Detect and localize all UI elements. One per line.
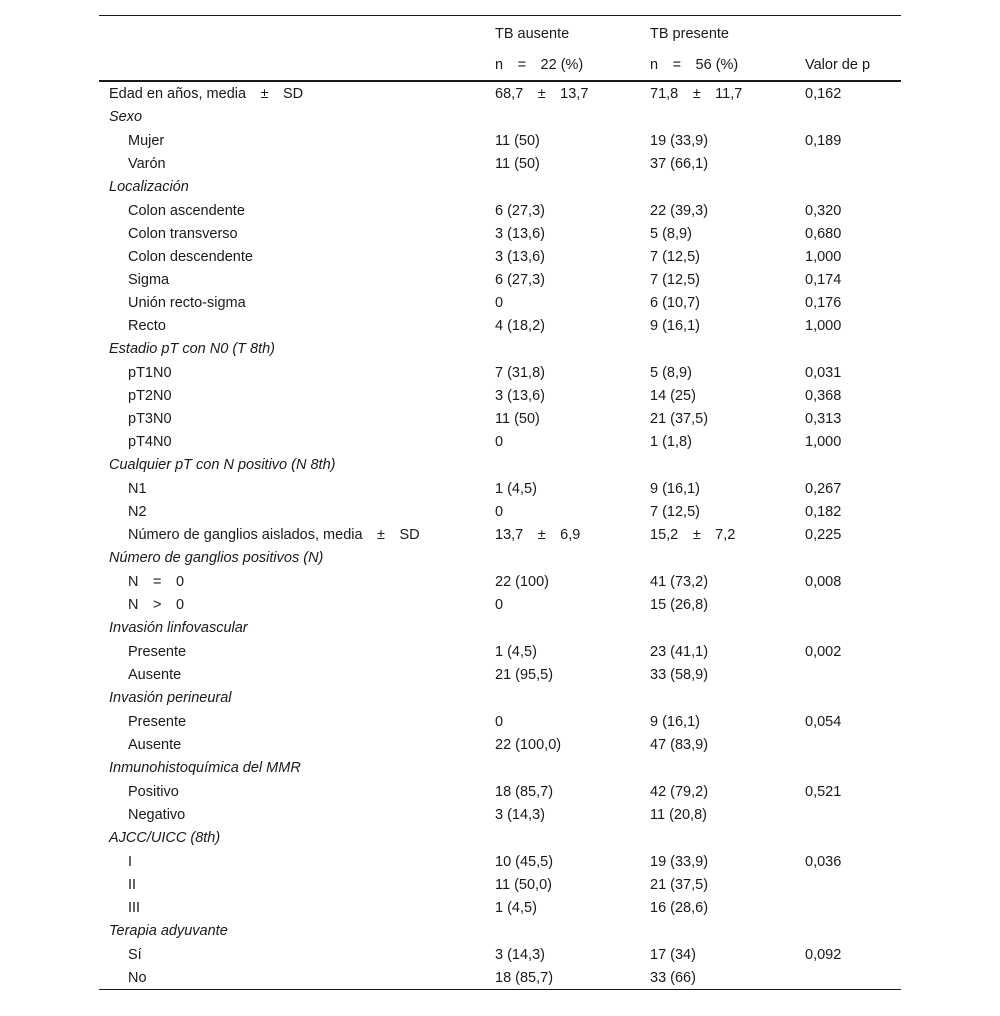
table-row <box>99 129 901 152</box>
cell-tb-present: 71,8 ± 11,7 <box>650 85 743 102</box>
header-row-titles <box>99 16 901 50</box>
results-table-container <box>99 15 901 990</box>
group-label: Cualquier pT con N positivo (N 8th) <box>109 457 336 473</box>
row-label: N2 <box>128 503 147 520</box>
table-row <box>99 873 901 896</box>
row-label: II <box>128 876 137 893</box>
row-label: Ausente <box>128 666 182 683</box>
header-tb-present: TB presente <box>650 16 805 50</box>
table-row <box>99 245 901 268</box>
cell-tb-absent: 13,7 ± 6,9 <box>495 526 581 543</box>
header-tb-absent: TB ausente <box>495 16 650 50</box>
table-row <box>99 640 901 663</box>
group-label: Inmunohistoquímica del MMR <box>109 760 301 776</box>
table-row <box>99 896 901 919</box>
cell-tb-absent: 11 (50,0) <box>495 876 552 893</box>
cell-tb-absent: 4 (18,2) <box>495 317 545 334</box>
cell-tb-present: 11 (20,8) <box>650 806 707 823</box>
row-label: III <box>128 899 141 916</box>
table-group-row <box>99 756 901 780</box>
cell-tb-present: 21 (37,5) <box>650 410 709 427</box>
cell-tb-present <box>650 616 805 640</box>
table-row <box>99 199 901 222</box>
cell-tb-absent <box>495 756 650 780</box>
cell-tb-present: 14 (25) <box>650 387 696 404</box>
cell-tb-absent: 18 (85,7) <box>495 966 650 990</box>
cell-p-value: 0,002 <box>805 643 842 660</box>
row-label: N1 <box>128 480 147 497</box>
cell-tb-present: 21 (37,5) <box>650 876 709 893</box>
table-group-row <box>99 453 901 477</box>
cell-tb-absent: 0 <box>495 596 504 613</box>
cell-tb-present <box>650 546 805 570</box>
group-label: Estadio pT con N0 (T 8th) <box>109 341 276 357</box>
header-row-n <box>99 49 901 81</box>
table-group-row <box>99 616 901 640</box>
cell-tb-absent: 6 (27,3) <box>495 271 545 288</box>
cell-p-value <box>805 803 901 826</box>
table-row <box>99 663 901 686</box>
table-row <box>99 523 901 546</box>
cell-p-value <box>805 616 901 640</box>
row-label: N = 0 <box>128 573 185 590</box>
table-row <box>99 733 901 756</box>
cell-p-value: 0,320 <box>805 202 842 219</box>
cell-tb-absent <box>495 453 650 477</box>
cell-tb-absent: 22 (100) <box>495 573 550 590</box>
cell-tb-absent: 3 (14,3) <box>495 806 545 823</box>
row-label: No <box>99 966 495 990</box>
cell-p-value <box>805 919 901 943</box>
cell-p-value <box>805 663 901 686</box>
cell-tb-present <box>650 105 805 129</box>
cell-p-value <box>805 686 901 710</box>
cell-tb-absent: 0 <box>495 503 504 520</box>
cell-tb-present: 7 (12,5) <box>650 248 700 265</box>
cell-p-value: 0,225 <box>805 526 842 543</box>
cell-tb-absent: 3 (13,6) <box>495 248 545 265</box>
cell-p-value <box>805 105 901 129</box>
group-label: Terapia adyuvante <box>109 923 228 939</box>
row-label: Unión recto-sigma <box>128 294 246 311</box>
cell-p-value: 0,036 <box>805 853 842 870</box>
group-label: Número de ganglios positivos (N) <box>109 550 324 566</box>
cell-tb-absent: 0 <box>495 433 504 450</box>
row-label: Colon transverso <box>128 225 238 242</box>
cell-tb-absent: 1 (4,5) <box>495 643 537 660</box>
cell-p-value: 0,092 <box>805 946 842 963</box>
cell-tb-present <box>650 175 805 199</box>
row-label: Sí <box>128 946 142 963</box>
group-label: Sexo <box>109 109 143 125</box>
cell-tb-absent: 10 (45,5) <box>495 853 554 870</box>
cell-tb-absent: 0 <box>495 713 504 730</box>
cell-tb-present: 7 (12,5) <box>650 271 700 288</box>
cell-tb-absent <box>495 175 650 199</box>
table-row <box>99 710 901 733</box>
group-label: Localización <box>109 179 189 195</box>
group-label: AJCC/UICC (8th) <box>109 830 221 846</box>
cell-p-value: 1,000 <box>805 433 842 450</box>
row-label: pT4N0 <box>128 433 172 450</box>
cell-tb-present: 15,2 ± 7,2 <box>650 526 736 543</box>
cell-tb-present: 19 (33,9) <box>650 132 709 149</box>
cell-tb-present: 33 (58,9) <box>650 666 709 683</box>
cell-p-value: 0,521 <box>805 783 842 800</box>
table-row <box>99 966 901 990</box>
cell-tb-present: 37 (66,1) <box>650 155 709 172</box>
cell-tb-present <box>650 756 805 780</box>
header-empty-cell-2 <box>99 49 495 81</box>
row-label: pT1N0 <box>128 364 172 381</box>
cell-tb-present: 1 (1,8) <box>650 433 692 450</box>
cell-tb-present: 16 (28,6) <box>650 899 709 916</box>
row-label: N > 0 <box>128 596 185 613</box>
tb-comparison-table <box>99 15 901 990</box>
table-row <box>99 850 901 873</box>
header-p-value: Valor de p <box>805 49 901 81</box>
cell-tb-present <box>650 453 805 477</box>
row-label: Presente <box>128 713 187 730</box>
cell-tb-absent: 3 (14,3) <box>495 946 545 963</box>
row-label: Sigma <box>128 271 170 288</box>
cell-tb-present: 22 (39,3) <box>650 202 709 219</box>
cell-p-value: 0,368 <box>805 387 842 404</box>
row-label: I <box>128 853 133 870</box>
cell-tb-absent <box>495 546 650 570</box>
cell-tb-absent: 22 (100,0) <box>495 736 562 753</box>
row-label: Ausente <box>128 736 182 753</box>
table-row <box>99 291 901 314</box>
cell-tb-absent <box>495 105 650 129</box>
cell-p-value <box>805 756 901 780</box>
cell-tb-absent <box>495 337 650 361</box>
cell-p-value: 0,008 <box>805 573 842 590</box>
header-n-absent: n = 22 (%) <box>495 49 650 81</box>
cell-tb-present: 9 (16,1) <box>650 480 700 497</box>
cell-tb-present <box>650 826 805 850</box>
table-row <box>99 222 901 245</box>
cell-tb-absent <box>495 919 650 943</box>
cell-p-value: 1,000 <box>805 248 842 265</box>
table-group-row <box>99 175 901 199</box>
table-group-row <box>99 826 901 850</box>
row-label: Positivo <box>128 783 179 800</box>
cell-p-value <box>805 152 901 175</box>
cell-tb-absent: 1 (4,5) <box>495 899 537 916</box>
cell-tb-absent <box>495 616 650 640</box>
cell-tb-absent: 6 (27,3) <box>495 202 545 219</box>
table-row <box>99 268 901 291</box>
cell-tb-present: 5 (8,9) <box>650 225 692 242</box>
cell-tb-absent: 11 (50) <box>495 410 540 427</box>
cell-tb-present <box>650 337 805 361</box>
cell-p-value <box>805 593 901 616</box>
row-label: Número de ganglios aislados, media ± SD <box>128 526 420 543</box>
cell-tb-absent: 3 (13,6) <box>495 387 545 404</box>
cell-p-value <box>805 966 901 990</box>
cell-tb-absent: 68,7 ± 13,7 <box>495 85 589 102</box>
cell-p-value <box>805 175 901 199</box>
row-label: Recto <box>128 317 166 334</box>
table-row <box>99 314 901 337</box>
row-label: Edad en años, media ± SD <box>109 85 304 102</box>
cell-tb-present: 9 (16,1) <box>650 713 700 730</box>
cell-tb-absent: 21 (95,5) <box>495 666 554 683</box>
cell-tb-present: 33 (66) <box>650 966 805 990</box>
cell-p-value <box>805 733 901 756</box>
cell-p-value <box>805 873 901 896</box>
table-row <box>99 780 901 803</box>
table-row <box>99 593 901 616</box>
row-label: Presente <box>128 643 187 660</box>
table-row <box>99 943 901 966</box>
table-row <box>99 81 901 105</box>
cell-tb-absent <box>495 826 650 850</box>
cell-p-value: 0,313 <box>805 410 842 427</box>
group-label: Invasión linfovascular <box>109 620 248 636</box>
cell-tb-present: 23 (41,1) <box>650 643 709 660</box>
cell-p-value: 1,000 <box>805 317 842 334</box>
table-group-row <box>99 337 901 361</box>
cell-tb-present: 41 (73,2) <box>650 573 709 590</box>
table-row <box>99 500 901 523</box>
cell-tb-absent: 1 (4,5) <box>495 480 537 497</box>
table-row <box>99 407 901 430</box>
cell-tb-present: 6 (10,7) <box>650 294 700 311</box>
cell-tb-absent <box>495 686 650 710</box>
cell-tb-absent: 3 (13,6) <box>495 225 545 242</box>
cell-tb-present: 7 (12,5) <box>650 503 700 520</box>
table-row <box>99 430 901 453</box>
cell-p-value: 0,054 <box>805 713 842 730</box>
table-group-row <box>99 919 901 943</box>
cell-tb-absent: 18 (85,7) <box>495 783 554 800</box>
group-label: Invasión perineural <box>109 690 232 706</box>
cell-tb-absent: 7 (31,8) <box>495 364 545 381</box>
cell-tb-absent: 11 (50) <box>495 155 540 172</box>
cell-tb-present: 5 (8,9) <box>650 364 692 381</box>
header-empty-cell <box>99 16 495 50</box>
row-label: pT2N0 <box>128 387 172 404</box>
cell-tb-present: 47 (83,9) <box>650 736 709 753</box>
header-empty-cell-p <box>805 16 901 50</box>
table-body <box>99 81 901 990</box>
cell-p-value: 0,189 <box>805 132 842 149</box>
table-group-row <box>99 686 901 710</box>
row-label: Negativo <box>128 806 186 823</box>
cell-p-value: 0,267 <box>805 480 842 497</box>
cell-tb-present <box>650 686 805 710</box>
table-row <box>99 477 901 500</box>
row-label: Colon descendente <box>128 248 253 265</box>
cell-tb-present <box>650 919 805 943</box>
table-row <box>99 384 901 407</box>
cell-p-value: 0,174 <box>805 271 842 288</box>
cell-tb-absent: 0 <box>495 294 504 311</box>
cell-p-value: 0,031 <box>805 364 842 381</box>
table-row <box>99 361 901 384</box>
cell-p-value: 0,182 <box>805 503 842 520</box>
cell-p-value <box>805 546 901 570</box>
row-label: pT3N0 <box>128 410 172 427</box>
cell-p-value <box>805 826 901 850</box>
row-label: Mujer <box>128 132 165 149</box>
cell-tb-present: 15 (26,8) <box>650 596 709 613</box>
table-row <box>99 570 901 593</box>
cell-p-value: 0,176 <box>805 294 842 311</box>
table-header <box>99 16 901 82</box>
header-n-present: n = 56 (%) <box>650 49 805 81</box>
row-label: Varón <box>128 155 166 172</box>
table-group-row <box>99 105 901 129</box>
cell-p-value <box>805 896 901 919</box>
cell-p-value <box>805 453 901 477</box>
cell-p-value: 0,162 <box>805 85 842 102</box>
cell-tb-present: 19 (33,9) <box>650 853 709 870</box>
cell-p-value <box>805 337 901 361</box>
cell-tb-present: 9 (16,1) <box>650 317 700 334</box>
cell-tb-absent: 11 (50) <box>495 132 540 149</box>
cell-p-value: 0,680 <box>805 225 842 242</box>
cell-tb-present: 17 (34) <box>650 946 696 963</box>
table-row <box>99 803 901 826</box>
cell-tb-present: 42 (79,2) <box>650 783 709 800</box>
table-row <box>99 152 901 175</box>
table-group-row <box>99 546 901 570</box>
row-label: Colon ascendente <box>128 202 245 219</box>
